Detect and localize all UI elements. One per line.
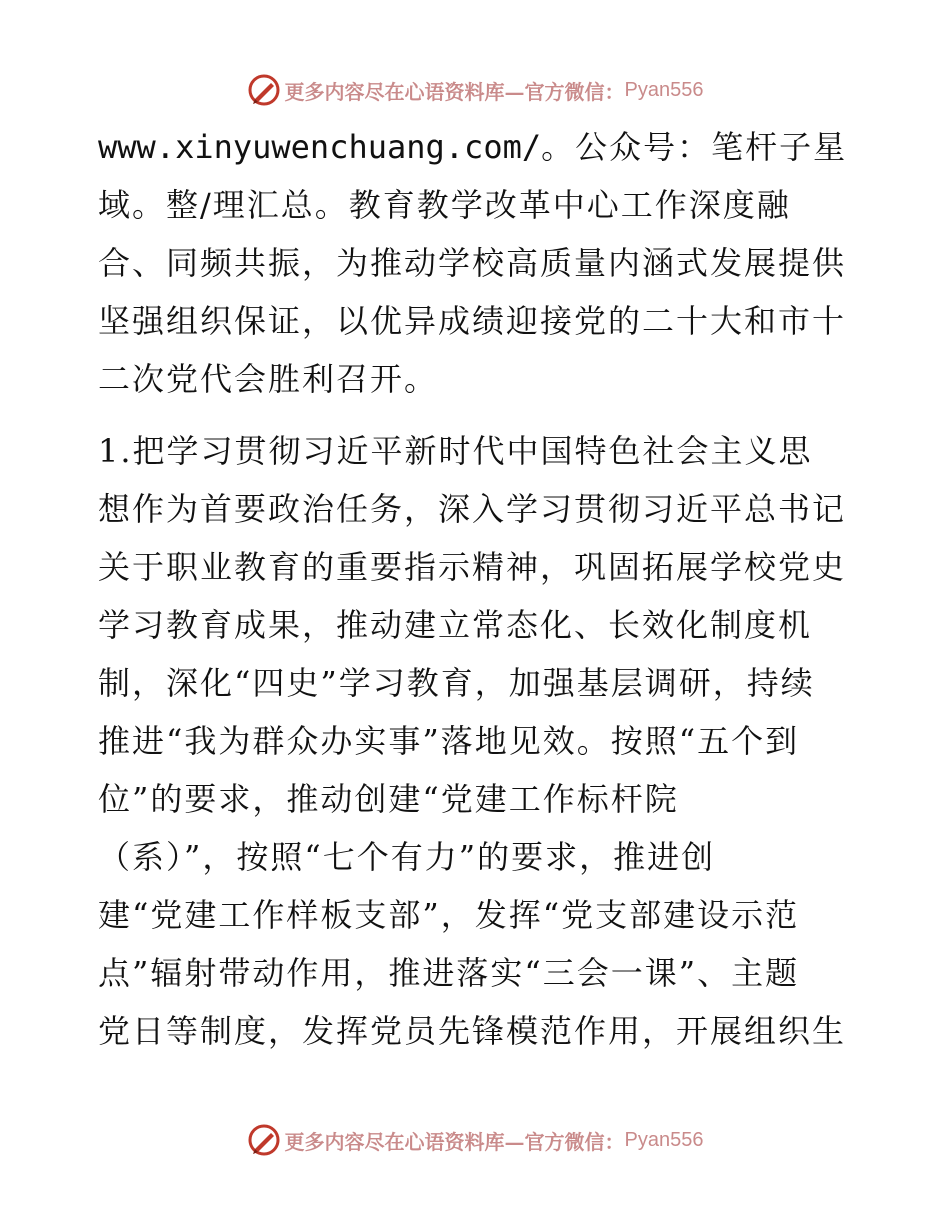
text-line: 建“党建工作样板支部”，发挥“党支部建设示范 (98, 896, 800, 934)
footer-banner-contact: Pyan556 (624, 1128, 704, 1151)
website-url: www.xinyuwenchuang.com/ (98, 128, 542, 166)
text-line: 推进“我为群众办实事”落地见效。按照“五个到 (98, 722, 800, 760)
text-line: 学习教育成果，推动建立常态化、长效化制度机 (98, 606, 813, 644)
text-line: 合、同频共振，为推动学校高质量内涵式发展提供 (98, 244, 847, 282)
header-banner-contact: Pyan556 (624, 78, 704, 101)
header-banner (0, 70, 950, 110)
text-line: 域。整/理汇总。教育教学改革中心工作深度融 (98, 186, 791, 224)
text-line: 关于职业教育的重要指示精神，巩固拓展学校党史 (98, 548, 847, 586)
footer-banner-text: 更多内容尽在心语资料库—官方微信： (284, 1129, 625, 1154)
text-segment: 。公众号：笔杆子星 (541, 128, 848, 166)
text-line: 党日等制度，发挥党员先锋模范作用，开展组织生 (98, 1012, 847, 1050)
text-line: 二次党代会胜利召开。 (98, 360, 439, 398)
text-line: 制，深化“四史”学习教育，加强基层调研，持续 (98, 664, 815, 702)
pen-logo-icon (247, 1123, 281, 1157)
paragraph-1 (98, 118, 858, 408)
text-line: 1.把学习贯彻习近平新时代中国特色社会主义思 (98, 432, 813, 470)
text-line (98, 118, 858, 176)
document-body (98, 118, 858, 1060)
text-line: 坚强组织保证，以优异成绩迎接党的二十大和市十 (98, 302, 847, 340)
paragraph-gap (98, 408, 858, 422)
pen-logo-icon (247, 73, 281, 107)
text-line: 想作为首要政治任务，深入学习贯彻习近平总书记 (98, 490, 847, 528)
header-banner-text: 更多内容尽在心语资料库—官方微信： (284, 79, 625, 104)
footer-banner (0, 1120, 950, 1160)
paragraph-2 (98, 422, 858, 1060)
text-line: 位”的要求，推动创建“党建工作标杆院 (98, 780, 679, 818)
text-line: 点”辐射带动作用，推进落实“三会一课”、主题 (98, 954, 800, 992)
text-line: （系）”，按照“七个有力”的要求，推进创 (98, 838, 716, 876)
